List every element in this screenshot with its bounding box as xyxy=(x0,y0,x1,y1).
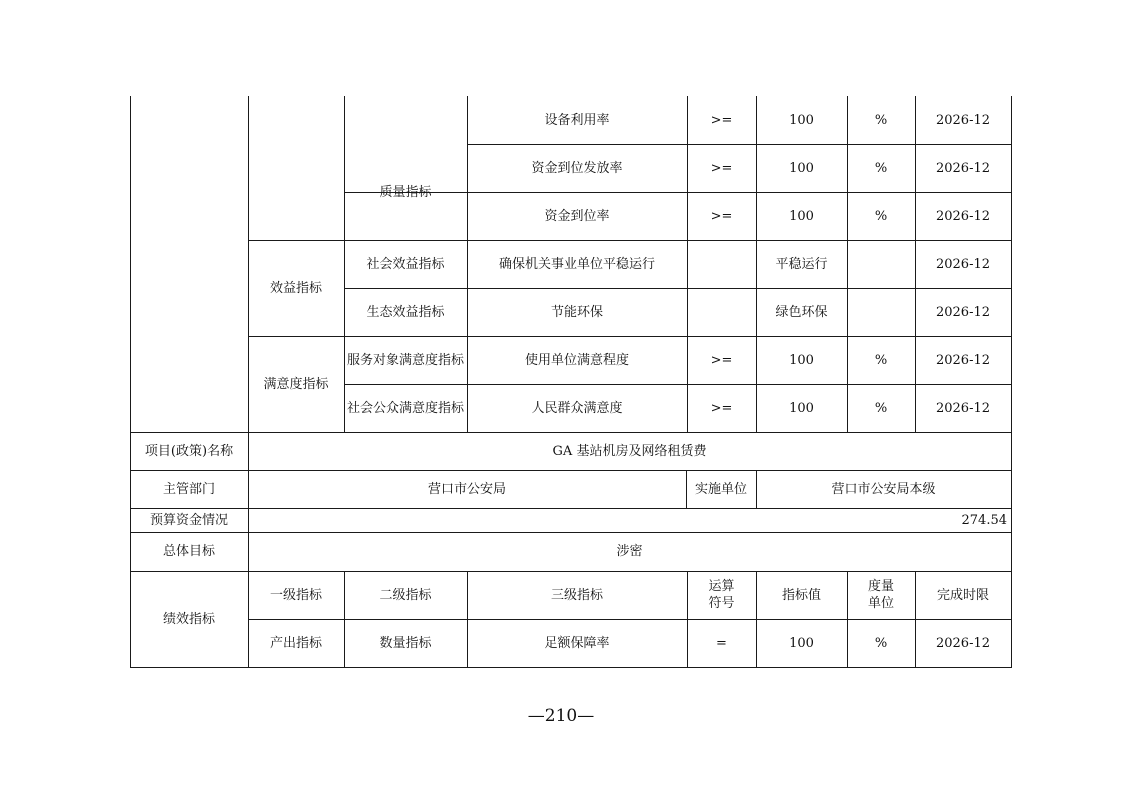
cell-unit: % xyxy=(874,112,888,128)
header-operator-line2: 符号 xyxy=(708,596,735,611)
cell-level3: 确保机关事业单位平稳运行 xyxy=(498,256,655,272)
cell-level3: 人民群众满意度 xyxy=(531,400,623,416)
cell-deadline: 2026-12 xyxy=(935,635,991,651)
cell-level2: 质量指标 xyxy=(379,184,432,200)
grid-line-horizontal xyxy=(130,667,1012,668)
cell-unit: % xyxy=(874,400,888,416)
cell-value: 平稳运行 xyxy=(775,256,828,272)
cell-value: 100 xyxy=(789,635,814,651)
budget-label: 预算资金情况 xyxy=(149,512,228,528)
cell-operator: >= xyxy=(710,160,733,176)
cell-value: 100 xyxy=(789,400,814,416)
cell-level1: 满意度指标 xyxy=(263,376,329,392)
cell-operator: >= xyxy=(710,208,733,224)
cell-level3: 使用单位满意程度 xyxy=(524,352,629,368)
cell-level3: 资金到位发放率 xyxy=(531,160,623,176)
header-level1: 一级指标 xyxy=(269,587,322,603)
cell-operator: = xyxy=(716,635,727,651)
dept-value: 营口市公安局 xyxy=(427,481,506,497)
cell-unit: % xyxy=(874,352,888,368)
cell-operator: >= xyxy=(710,352,733,368)
header-level2: 二级指标 xyxy=(379,587,432,603)
grid-line-vertical xyxy=(1011,96,1012,668)
goal-label: 总体目标 xyxy=(162,544,215,559)
cell-level1: 产出指标 xyxy=(269,635,322,651)
cell-deadline: 2026-12 xyxy=(935,160,991,176)
cell-level3: 资金到位率 xyxy=(544,208,610,224)
cell-unit: % xyxy=(874,160,888,176)
cell-level3: 节能环保 xyxy=(550,304,603,320)
header-unit xyxy=(847,571,915,619)
cell-level1: 效益指标 xyxy=(269,280,322,296)
project-name-label: 项目(政策)名称 xyxy=(144,443,234,459)
header-value: 指标值 xyxy=(781,587,821,603)
cell-level3: 足额保障率 xyxy=(544,635,610,651)
cell-level2: 数量指标 xyxy=(379,635,432,651)
cell-unit: % xyxy=(874,208,888,224)
cell-level2: 社会公众满意度指标 xyxy=(346,400,464,416)
cell-unit: % xyxy=(874,635,888,651)
impl-label: 实施单位 xyxy=(694,481,747,497)
cell-value: 100 xyxy=(789,208,814,224)
cell-deadline: 2026-12 xyxy=(935,304,991,320)
cell-operator: >= xyxy=(710,400,733,416)
header-unit-line2: 单位 xyxy=(867,596,894,611)
dept-label: 主管部门 xyxy=(162,481,215,497)
cell-value: 绿色环保 xyxy=(775,304,828,320)
cell-level3: 设备利用率 xyxy=(544,112,610,128)
header-level3: 三级指标 xyxy=(550,587,603,603)
project-name-value: GA 基站机房及网络租赁费 xyxy=(552,443,707,459)
cell-unit xyxy=(847,240,915,288)
cell-operator xyxy=(687,288,756,336)
impl-value: 营口市公安局本级 xyxy=(831,481,936,497)
cell-deadline: 2026-12 xyxy=(935,208,991,224)
cell-value: 100 xyxy=(789,160,814,176)
cell-deadline: 2026-12 xyxy=(935,256,991,272)
cell-level2: 服务对象满意度指标 xyxy=(346,352,464,368)
header-operator xyxy=(687,571,756,619)
header-deadline: 完成时限 xyxy=(936,587,989,603)
cell-value: 100 xyxy=(789,112,814,128)
header-operator-line1: 运算 xyxy=(708,579,735,594)
cell-operator: >= xyxy=(710,112,733,128)
performance-label: 绩效指标 xyxy=(162,611,215,627)
cell-level2: 社会效益指标 xyxy=(366,256,445,272)
header-unit-line1: 度量 xyxy=(867,579,894,594)
cell-deadline: 2026-12 xyxy=(935,400,991,416)
page-number: —210— xyxy=(527,706,595,726)
cell-deadline: 2026-12 xyxy=(935,352,991,368)
cell-level2: 生态效益指标 xyxy=(366,304,445,320)
cell-value: 100 xyxy=(789,352,814,368)
cell-deadline: 2026-12 xyxy=(935,112,991,128)
cell-unit xyxy=(847,288,915,336)
cell-operator xyxy=(687,240,756,288)
goal-value: 涉密 xyxy=(616,544,643,559)
budget-value: 274.54 xyxy=(961,512,1007,528)
